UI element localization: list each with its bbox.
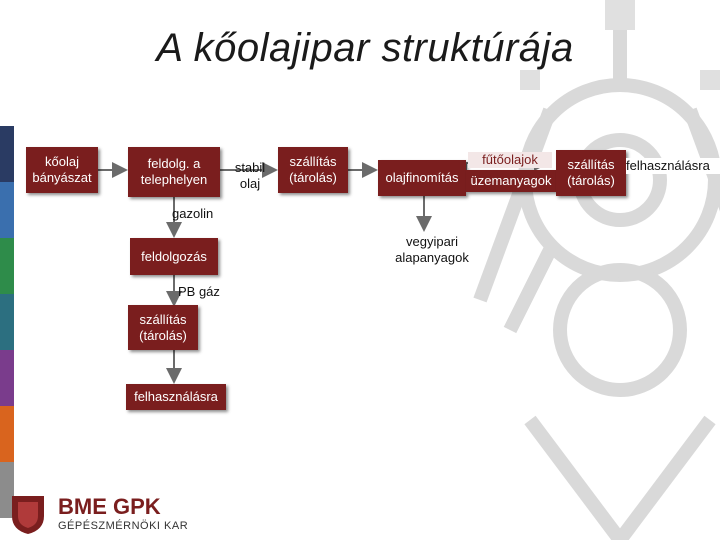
label-felhasznalasra-right: felhasználásra (626, 158, 720, 174)
box-uzemanyagok: üzemanyagok (466, 170, 556, 192)
label-gazolin: gazolin (172, 206, 214, 221)
logo-subtitle: GÉPÉSZMÉRNÖKI KAR (58, 520, 189, 532)
label-futoolajok: fűtőolajok (468, 152, 552, 168)
label-stabil-olaj: stabil olaj (234, 160, 266, 191)
box-feldolg-telephelyen: feldolg. a telephelyen (128, 147, 220, 197)
box-felhasznalasra: felhasználásra (126, 384, 226, 410)
box-olajfinomitas: olajfinomítás (378, 160, 466, 196)
bme-gpk-logo (8, 492, 248, 538)
box-feldolgozas: feldolgozás (130, 238, 218, 275)
box-szallitas-2: szállítás (tárolás) (556, 150, 626, 196)
crest-icon (8, 492, 48, 536)
label-pb-gaz: PB gáz (178, 284, 220, 299)
logo-brand: BME GPK (58, 494, 161, 519)
page-title: A kőolajipar struktúrája (156, 26, 574, 70)
box-szallitas-3: szállítás (tárolás) (128, 305, 198, 350)
label-vegyipari-alapanyagok: vegyipari alapanyagok (395, 234, 469, 265)
box-szallitas-1: szállítás (tárolás) (278, 147, 348, 193)
box-koolaj-banyaszat: kőolaj bányászat (26, 147, 98, 193)
